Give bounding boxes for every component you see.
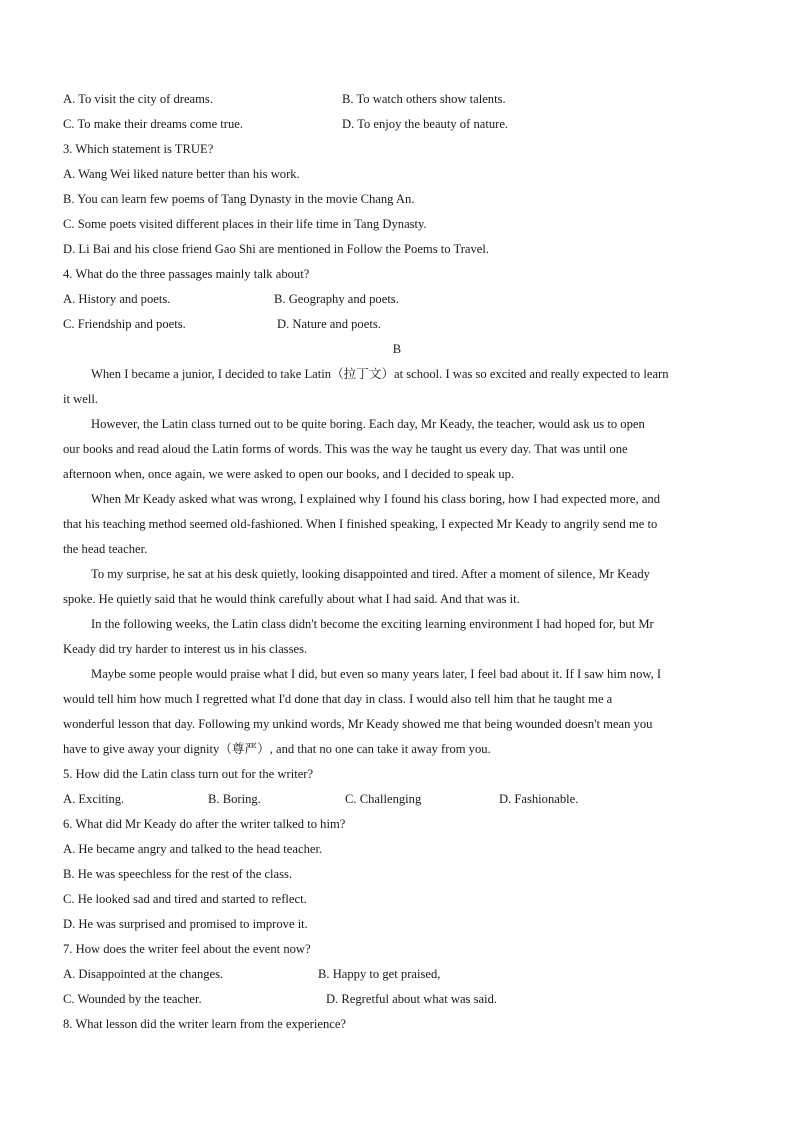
passage-line: it well. (63, 392, 98, 406)
q2-option-a: A. To visit the city of dreams. (63, 92, 213, 106)
q6-stem: 6. What did Mr Keady do after the writer talked to him? (63, 817, 346, 831)
q6-option-b: B. He was speechless for the rest of the class. (63, 867, 293, 881)
q6-option-d: D. He was surprised and promised to improve it. (63, 917, 308, 931)
passage-line: our books and read aloud the Latin forms of words. This was the way he taught us every day. That was until one (63, 442, 628, 456)
q3-option-b: B. You can learn few poems of Tang Dynasty in the movie Chang An. (63, 192, 415, 206)
q3-option-c: C. Some poets visited different places in their life time in Tang Dynasty. (63, 217, 427, 231)
q7-option-c: C. Wounded by the teacher. (63, 992, 202, 1006)
passage-line: Keady did try harder to interest us in his classes. (63, 642, 308, 656)
passage-line: have to give away your dignity（尊严）, and that no one can take it away from you. (63, 742, 491, 756)
q5-option-c: C. Challenging (345, 792, 422, 806)
section-b-title: B (392, 342, 402, 356)
passage-line: In the following weeks, the Latin class didn't become the exciting learning environment I had hoped for, but Mr (91, 617, 654, 631)
passage-line: Maybe some people would praise what I did, but even so many years later, I feel bad about it. If I saw him now, I (91, 667, 662, 681)
q7-option-b: B. Happy to get praised, (318, 967, 441, 981)
q7-option-a: A. Disappointed at the changes. (63, 967, 224, 981)
passage-line: wonderful lesson that day. Following my unkind words, Mr Keady showed me that being wounded doesn't mean you (63, 717, 653, 731)
passage-line: When Mr Keady asked what was wrong, I explained why I found his class boring, how I had expected more, and (91, 492, 661, 506)
q2-option-c: C. To make their dreams come true. (63, 117, 244, 131)
passage-line: afternoon when, once again, we were asked to open our books, and I decided to speak up. (63, 467, 515, 481)
passage-line: spoke. He quietly said that he would think carefully about what I had said. And that was it. (63, 592, 520, 606)
q3-option-a: A. Wang Wei liked nature better than his work. (63, 167, 300, 181)
q4-option-c: C. Friendship and poets. (63, 317, 186, 331)
q8-stem: 8. What lesson did the writer learn from the experience? (63, 1017, 347, 1031)
q7-stem: 7. How does the writer feel about the event now? (63, 942, 311, 956)
q4-option-a: A. History and poets. (63, 292, 171, 306)
passage-line: the head teacher. (63, 542, 148, 556)
q5-stem: 5. How did the Latin class turn out for the writer? (63, 767, 314, 781)
q3-stem: 3. Which statement is TRUE? (63, 142, 214, 156)
q5-option-a: A. Exciting. (63, 792, 125, 806)
q5-option-d: D. Fashionable. (499, 792, 579, 806)
q2-option-d: D. To enjoy the beauty of nature. (342, 117, 509, 131)
passage-line: When I became a junior, I decided to take Latin（拉丁文）at school. I was so excited and really expected to learn (91, 367, 669, 381)
q4-option-d: D. Nature and poets. (277, 317, 381, 331)
q6-option-a: A. He became angry and talked to the head teacher. (63, 842, 323, 856)
q3-option-d: D. Li Bai and his close friend Gao Shi are mentioned in Follow the Poems to Travel. (63, 242, 490, 256)
q7-option-d: D. Regretful about what was said. (326, 992, 498, 1006)
passage-line: that his teaching method seemed old-fashioned. When I finished speaking, I expected Mr Keady to angrily send me to (63, 517, 658, 531)
q4-stem: 4. What do the three passages mainly talk about? (63, 267, 310, 281)
passage-line: To my surprise, he sat at his desk quietly, looking disappointed and tired. After a moment of silence, Mr Keady (91, 567, 650, 581)
q6-option-c: C. He looked sad and tired and started to reflect. (63, 892, 307, 906)
passage-line: would tell him how much I regretted what I'd done that day in class. I would also tell him that he taught me a (63, 692, 613, 706)
q4-option-b: B. Geography and poets. (274, 292, 399, 306)
q2-option-b: B. To watch others show talents. (342, 92, 506, 106)
passage-line: However, the Latin class turned out to be quite boring. Each day, Mr Keady, the teacher, would ask us to open (91, 417, 645, 431)
q5-option-b: B. Boring. (208, 792, 261, 806)
